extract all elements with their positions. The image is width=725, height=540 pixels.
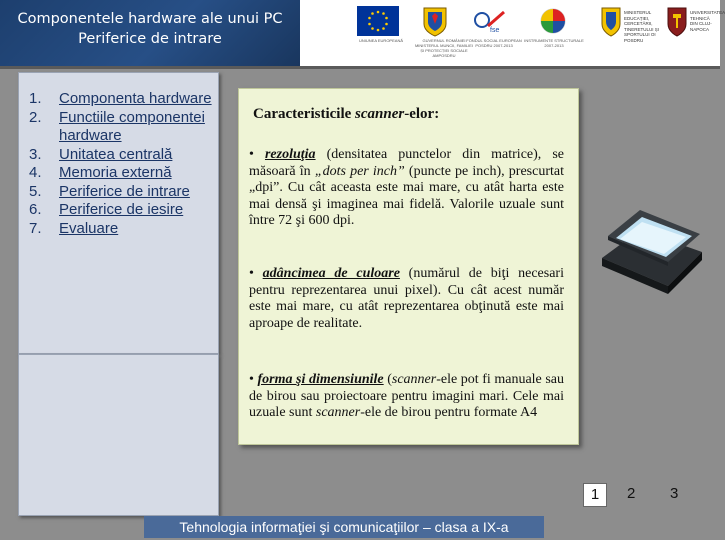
- svg-text:fse: fse: [490, 27, 500, 34]
- ministry-education-logo: [600, 6, 622, 43]
- menu-item-periferice-iesire[interactable]: [29, 201, 219, 220]
- paragraph-form-size: [249, 372, 564, 422]
- navigation-menu-panel: [18, 72, 219, 354]
- slide-title: Componentele hardware ale unui PC: [17, 11, 283, 27]
- menu-link[interactable]: Functiile componentei hardware: [59, 108, 205, 144]
- heading-italic: scanner: [355, 106, 405, 122]
- term-color-depth: adâncimea de culoare: [262, 266, 400, 281]
- ministry-caption: MINISTERUL EDUCAȚIEI, CERCETĂRII, TINERETULUI ȘI SPORTULUI OI POSDRU: [624, 10, 660, 43]
- heading-suffix: -elor:: [404, 106, 440, 122]
- page-button-3[interactable]: 3: [670, 485, 679, 502]
- university-logo: [666, 6, 688, 43]
- content-heading: [253, 106, 439, 123]
- navigation-menu: [19, 90, 219, 238]
- eu-caption: UNIUNEA EUROPEANĂ: [358, 38, 403, 43]
- menu-item-number: 5.: [29, 182, 42, 200]
- menu-item-number: 4.: [29, 164, 42, 181]
- menu-item-componenta-hardware[interactable]: [29, 90, 219, 109]
- paragraph-text: (puncte pe inch), prescurtat „dpi”. Cu cât aceasta este mai mare, cu atât harta este mai densă şi imaginea mai fidelă. Valorile uzuale sunt între 72 şi 600 dpi.: [249, 163, 564, 228]
- menu-item-memoria-externa[interactable]: [29, 164, 219, 183]
- structural-instruments-logo: [524, 6, 584, 48]
- paragraph-italic: „dots per inch”: [314, 163, 405, 179]
- paragraph-text: (densitatea punctelor din matrice), se măsoară în: [249, 147, 564, 179]
- page-button-1[interactable]: 1: [583, 483, 607, 507]
- paragraph-italic: scanner: [391, 372, 437, 387]
- menu-item-unitatea-centrala[interactable]: [29, 146, 219, 165]
- slide-title-box: [0, 0, 300, 66]
- menu-item-functiile-componentei[interactable]: [29, 109, 219, 146]
- header-bar: [0, 0, 725, 69]
- bullet: •: [249, 266, 263, 281]
- menu-link[interactable]: Memoria externă: [59, 164, 172, 181]
- menu-link[interactable]: Componenta hardware: [59, 90, 212, 107]
- fse-logo: [466, 6, 522, 48]
- term-form-size: forma şi dimensiunile: [257, 372, 384, 387]
- paragraph-text: -ele de birou pentru formate A4: [360, 405, 538, 420]
- paragraph-italic: scanner: [315, 405, 361, 420]
- paragraph-text: -ele pot fi manuale sau de birou sau proiectoare pentru imagini mari. Cele mai uzuale sunt: [249, 372, 564, 420]
- slide-subtitle: Periferice de intrare: [78, 31, 222, 47]
- menu-link[interactable]: Unitatea centrală: [59, 145, 173, 163]
- university-caption: UNIVERSITATEA TEHNICĂ DIN CLUJ-NAPOCA: [690, 10, 725, 32]
- romania-coat-of-arms-logo: [414, 6, 474, 58]
- bullet: •: [249, 147, 265, 162]
- menu-item-evaluare[interactable]: [29, 220, 219, 239]
- menu-item-periferice-intrare[interactable]: [29, 183, 219, 202]
- scanner-image: [596, 206, 706, 296]
- menu-item-number: 7.: [29, 219, 42, 237]
- paragraph-color-depth: [249, 266, 564, 332]
- menu-panel-lower: [18, 354, 219, 516]
- heading-text: Caracteristicile: [253, 106, 356, 122]
- menu-item-number: 6.: [29, 201, 42, 218]
- gov-caption: GUVERNUL ROMÂNIEI MINISTERUL MUNCII, FAMILIEI ȘI PROTECȚIEI SOCIALE AMPOSDRU: [414, 38, 474, 58]
- paragraph-text: (: [383, 372, 392, 387]
- paragraph-resolution: [249, 147, 564, 230]
- menu-link[interactable]: Periferice de iesire: [59, 201, 184, 218]
- menu-item-number: 2.: [29, 108, 42, 126]
- bullet: •: [249, 372, 258, 387]
- instruments-caption: INSTRUMENTE STRUCTURALE 2007-2013: [524, 38, 584, 48]
- fse-caption: FONDUL SOCIAL EUROPEAN POSDRU 2007-2013: [466, 38, 522, 48]
- menu-item-number: 1.: [29, 90, 42, 107]
- paragraph-text: (numărul de biţi necesari pentru reprezentarea unui pixel). Cu cât acest număr este mai mare, cu atât reprezentarea obţinută este mai aproape de realitate.: [249, 266, 564, 331]
- content-panel: [238, 88, 579, 445]
- term-resolution: rezoluţia: [264, 147, 316, 162]
- menu-item-number: 3.: [29, 145, 42, 163]
- footer-bar: Tehnologia informaţiei şi comunicaţiilor – clasa a IX-a: [144, 516, 544, 538]
- menu-link[interactable]: Evaluare: [59, 219, 119, 237]
- page-button-2[interactable]: 2: [627, 485, 636, 502]
- menu-link[interactable]: Periferice de intrare: [59, 182, 190, 200]
- eu-flag-logo: [357, 6, 403, 43]
